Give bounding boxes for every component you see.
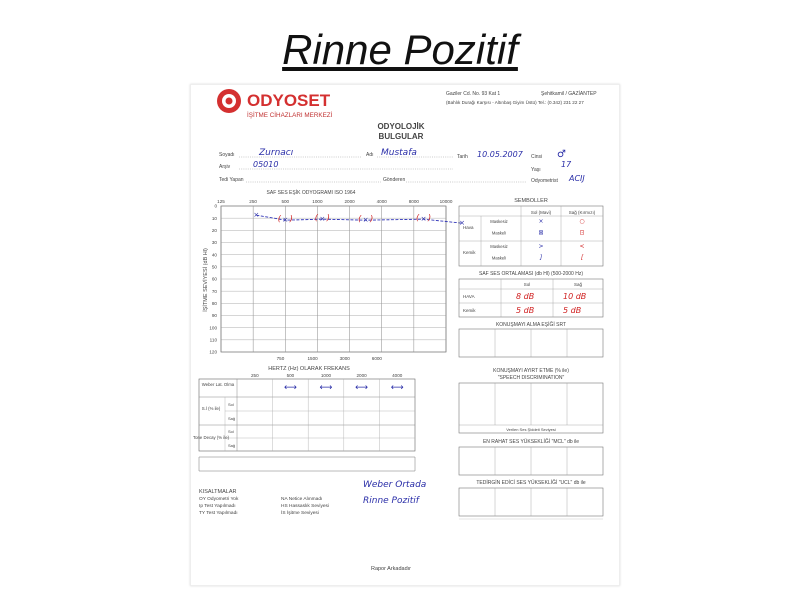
- gender-label: Cinsi: [531, 154, 543, 160]
- ssi-row-label: S.İ (% ile): [201, 406, 221, 411]
- srt-title: KONUŞMAYI ALMA EŞİĞİ SRT: [495, 322, 567, 328]
- weber-arrow: ⟷: [390, 383, 404, 393]
- address-line2: (Bahlık Durağı Karşısı - Altınbaş Giyim Üstü) Tel.: (0.342) 231 22 27: [446, 100, 584, 105]
- audiogram-freq-label: 2000: [344, 199, 355, 204]
- tone-row-label: Tone Decay (% ile): [192, 435, 230, 440]
- audiogram-left-mark: ×: [459, 219, 466, 228]
- discrimination-title-2: "SPEECH DISCRIMINATION": [497, 375, 565, 381]
- weber-freq-label: 2000: [356, 373, 367, 378]
- audiogram-db-label: 80: [211, 300, 217, 306]
- weber-arrow: ⟷: [283, 383, 297, 393]
- doctor-value: ACIJ: [569, 174, 585, 183]
- weber-arrow: ⟷: [319, 383, 333, 393]
- symbols-cell: ○: [579, 218, 585, 225]
- audiogram-left-mark: ×: [362, 216, 369, 225]
- symbols-cell: <: [579, 243, 585, 250]
- name-label: Adı: [366, 152, 374, 158]
- age-label: Yaşı: [531, 167, 541, 173]
- audiogram-left-mark: ×: [319, 215, 326, 224]
- mcl-title: EN RAHAT SES YÜKSEKLİĞİ "MCL" db ile: [482, 439, 580, 445]
- pta-air-right: 10 dB: [563, 292, 587, 301]
- symbols-cell: Maskeli: [491, 255, 507, 261]
- footer-label: Rapor Arkadadır: [370, 566, 412, 572]
- tone-sub-left: Sol: [228, 429, 234, 434]
- audiogram-freq-label: 500: [281, 199, 290, 204]
- audiogram-freq-label-bottom: 3000: [339, 356, 350, 361]
- audiogram-freq-label-bottom: 750: [276, 356, 285, 361]
- abbr-item: TY Test Yapılmadı: [199, 511, 238, 516]
- weber-freq-label: 250: [250, 373, 259, 378]
- pta-bone-left: 5 dB: [516, 306, 535, 315]
- symbols-cell: Maskeli: [491, 230, 507, 236]
- audiogram-db-label: 70: [211, 288, 217, 294]
- discrimination-bottom-label: Verilen Ses Şiddeti Seviyesi: [506, 427, 556, 432]
- srt-table: [459, 329, 603, 357]
- mcl-table: [459, 447, 603, 475]
- pta-col-left: Sol: [523, 282, 531, 287]
- audiogram-chart: [209, 199, 465, 361]
- note-weber: Weber Ortada: [363, 480, 427, 490]
- discrimination-title-1: KONUŞMAYI AYIRT ETME (% ile): [493, 368, 569, 374]
- surname-value: Zurnacı: [259, 148, 294, 158]
- weber-row-label: Weber Lat. Olma: [201, 382, 235, 387]
- symbols-cell: Maskesiz: [490, 219, 508, 224]
- address-line1: Gaziler Cd. No. 93 Kat 1: [446, 91, 501, 97]
- audiogram-freq-label: 8000: [408, 199, 419, 204]
- abbreviations-title: KISALTMALAR: [199, 489, 237, 495]
- audiogram-bone-mark: (: [314, 213, 318, 223]
- audiogram-bone-mark: (: [277, 214, 281, 224]
- audiogram-db-label: 50: [211, 264, 217, 270]
- ucl-title: TEDİRGİN EDİCİ SES YÜKSEKLİĞİ "UCL" db ile: [476, 480, 586, 486]
- audiogram-bone-mark: ): [370, 214, 374, 224]
- surname-label: Soyadı: [219, 152, 235, 158]
- pta-col-right: Sağ: [573, 282, 583, 287]
- pta-row-air-label: HAVA: [463, 294, 475, 299]
- name-value: Mustafa: [381, 148, 417, 158]
- audiogram-freq-label: 250: [249, 199, 257, 204]
- audiogram-freq-label: 1000: [312, 199, 323, 204]
- audiogram-db-label: 60: [211, 276, 217, 282]
- audiogram-db-label: 10: [211, 215, 217, 221]
- audiogram-db-label: 30: [211, 240, 217, 246]
- weber-title: HERTZ (Hz) OLARAK FREKANS: [268, 366, 350, 372]
- audiogram-left-mark: ×: [282, 216, 289, 225]
- discrimination-table: [459, 383, 603, 433]
- audiology-report-sheet: [190, 84, 620, 586]
- audiogram-db-label: 40: [211, 252, 217, 258]
- audiogram-left-mark: ×: [420, 215, 427, 224]
- protocol-label: Arşiv: [219, 164, 231, 170]
- weber-freq-label: 4000: [392, 373, 403, 378]
- form-title-2: BULGULAR: [378, 132, 424, 141]
- brand-name: ODYOSET: [247, 91, 331, 110]
- symbols-col-right: Sağ (Kırmızı): [568, 210, 596, 215]
- symbols-title: SEMBOLLER: [514, 198, 548, 204]
- pta-title: SAF SES ORTALAMASI (db Hl) (500-2000 Hz): [478, 271, 584, 277]
- odyoset-logo: [217, 89, 241, 113]
- note-rinne: Rinne Pozitif: [363, 496, 419, 506]
- date-value: 10.05.2007: [477, 150, 523, 159]
- audiogram-y-label: İŞİTME SEVİYESİ (dB Hl): [203, 248, 209, 312]
- abbr-item: İS İşitme Seviyesi: [281, 511, 319, 516]
- symbols-cell: ⊠: [538, 229, 544, 237]
- audiogram-bone-mark: (: [415, 213, 420, 223]
- audiogram-left-mark: ×: [253, 211, 260, 220]
- age-value: 17: [561, 160, 572, 169]
- audiogram-db-label: 20: [211, 227, 217, 233]
- ssi-sub-left: Sol: [228, 402, 234, 407]
- audiogram-bone-mark: ): [427, 213, 432, 223]
- audiogram-freq-label-bottom: 1500: [307, 356, 318, 361]
- abbr-item: OY Odyometri Yok: [199, 497, 239, 502]
- audiogram-db-label: 100: [209, 325, 217, 331]
- abbr-item: HS Hassaslık Seviyesi: [281, 504, 329, 509]
- pta-row-bone-label: Kemik: [463, 308, 476, 313]
- pta-air-left: 8 dB: [516, 292, 535, 301]
- ssi-sub-right: Sağ: [228, 416, 236, 421]
- audiogram-freq-label: 10000: [439, 199, 453, 204]
- audiogram-db-label: 110: [209, 337, 217, 343]
- audiogram-db-label: 120: [209, 349, 217, 355]
- symbols-cell: Maskesiz: [490, 244, 508, 249]
- abbreviations-list: [199, 496, 329, 516]
- audiogram-bone-mark: ): [326, 213, 330, 223]
- doctor-label: Odyometrist: [531, 178, 558, 184]
- address-label: Tedi Yapan: [219, 177, 244, 183]
- audiogram-db-label: 0: [214, 203, 217, 209]
- symbols-cell: ×: [538, 218, 544, 225]
- date-label: Tarih: [457, 154, 468, 160]
- audiogram-freq-label: 4000: [376, 199, 387, 204]
- address-city: Şehitkamil / GAZİANTEP: [541, 91, 597, 97]
- symbols-table: [459, 206, 603, 266]
- symbols-group-label: Kemik: [463, 250, 476, 255]
- symbols-cell: [: [580, 254, 584, 262]
- abbr-item: NA Netice Alınmadı: [281, 497, 323, 502]
- weber-table: [199, 373, 415, 471]
- audiogram-freq-label-bottom: 6000: [371, 356, 383, 361]
- referrer-label: Gönderen: [383, 177, 406, 183]
- audiogram-title: SAF SES EŞİK ODYOGRAMI ISO 1964: [266, 190, 356, 196]
- form-title-1: ODYOLOJİK: [377, 122, 425, 131]
- gender-value: ♂: [557, 149, 566, 160]
- audiogram-db-label: 90: [211, 313, 217, 319]
- weber-arrow: ⟷: [355, 383, 369, 393]
- abbr-item: Ip Test Yapılmadı: [199, 504, 236, 509]
- symbols-col-left: Sol (Mavi): [530, 210, 552, 215]
- weber-freq-label: 500: [286, 373, 295, 378]
- patient-info: [219, 148, 585, 184]
- ucl-table: [459, 488, 603, 516]
- symbols-cell: >: [538, 243, 544, 250]
- audiogram-freq-label: 125: [217, 199, 225, 204]
- symbols-group-label: Hava: [463, 225, 474, 230]
- weber-freq-label: 1000: [320, 373, 332, 378]
- symbols-cell: ]: [539, 254, 543, 262]
- slide-title: Rinne Pozitif: [282, 26, 518, 73]
- pta-bone-right: 5 dB: [563, 306, 582, 315]
- protocol-value: 05010: [253, 160, 279, 169]
- symbols-cell: ⊡: [579, 229, 585, 237]
- audiogram-bone-mark: (: [358, 214, 362, 224]
- brand-subtitle: İŞİTME CİHAZLARI MERKEZİ: [247, 112, 333, 119]
- audiogram-bone-mark: ): [289, 214, 293, 224]
- tone-sub-right: Sağ: [228, 443, 236, 448]
